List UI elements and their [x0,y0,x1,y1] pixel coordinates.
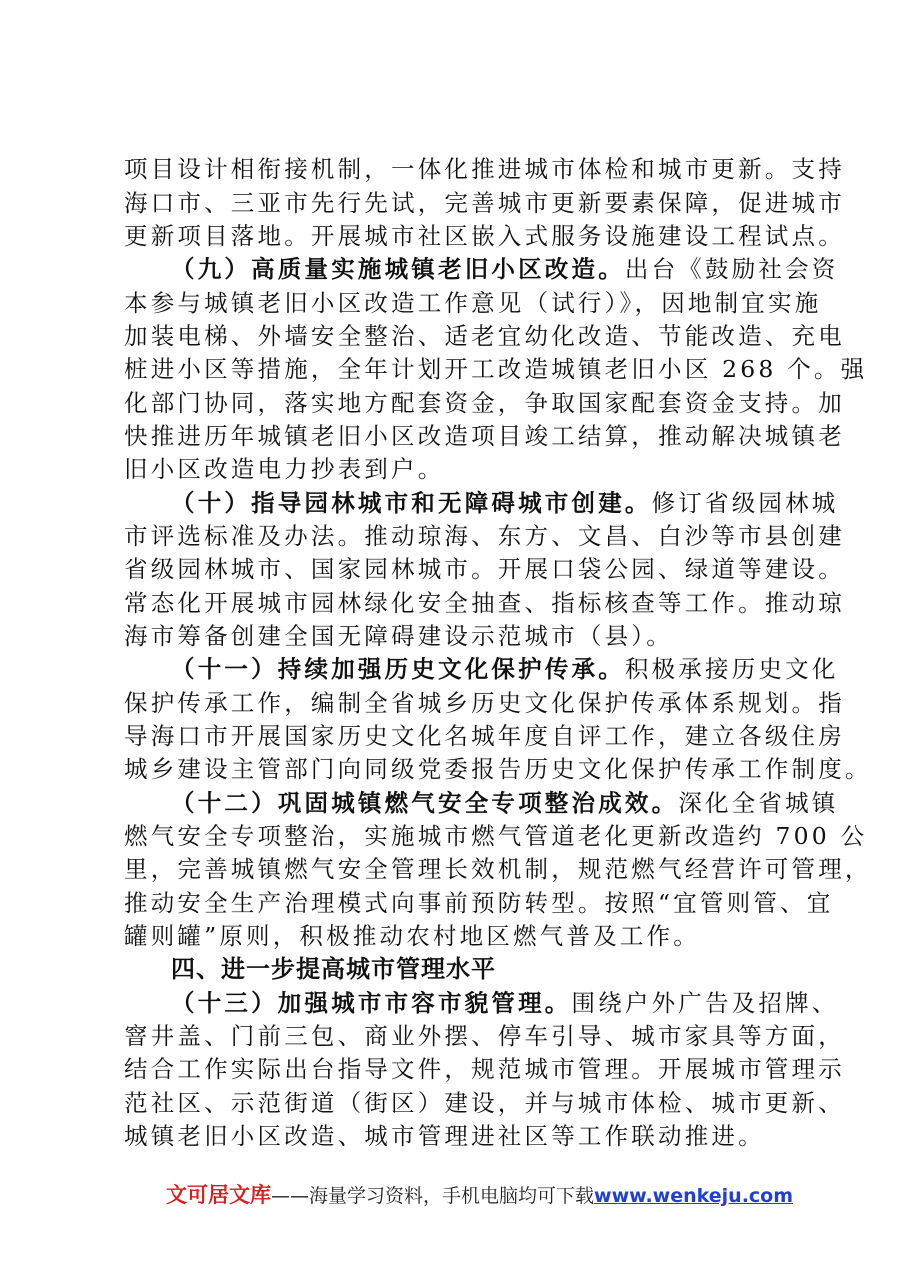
footer-banner [166,1181,793,1210]
text-line: 化部门协同，落实地方配套资金，争取国家配套资金支持。加 [124,389,845,417]
text-line: 窨井盖、门前三包、商业外摆、停车引导、城市家具等方面， [124,1022,845,1050]
footer-brand: 文可居文库 [166,1183,271,1207]
text-line: 海口市、三亚市先行先试，完善城市更新要素保障，促进城市 [124,189,845,217]
text-line: 范社区、示范街道（街区）建设，并与城市体检、城市更新、 [124,1089,845,1117]
paragraph-text: 围绕户外广告及招牌、 [571,989,839,1017]
paragraph-text: 深化全省城镇 [678,789,839,817]
footer-text: ——海量学习资料，手机电脑均可下载 [271,1185,595,1207]
paragraph-heading: （十三）加强城市市容市貌管理。 [171,989,572,1017]
text-line: 本参与城镇老旧小区改造工作意见（试行）》，因地制宜实施 [124,289,822,317]
text-line: 导海口市开展国家历史文化名城年度自评工作，建立各级住房 [124,722,845,750]
text-line: 旧小区改造电力抄表到户。 [124,455,445,483]
text-line: 省级园林城市、国家园林城市。开展口袋公园、绿道等建设。 [124,555,845,583]
section-heading: 四、进一步提高城市管理水平 [171,955,496,983]
paragraph-heading: （十一）持续加强历史文化保护传承。 [171,655,625,683]
text-line: 城镇老旧小区改造、城市管理进社区等工作联动推进。 [124,1122,765,1150]
text-line: 加装电梯、外墙安全整治、适老宜幼化改造、节能改造、充电 [124,322,845,350]
text-line: 更新项目落地。开展城市社区嵌入式服务设施建设工程试点。 [124,222,845,250]
paragraph-heading: （九）高质量实施城镇老旧小区改造。 [171,255,625,283]
text-line: 推动安全生产治理模式向事前预防转型。按照“宜管则管、宜 [124,889,834,917]
paragraph-heading: （十二）巩固城镇燃气安全专项整治成效。 [171,789,679,817]
paragraph-text: 修订省级园林城 [651,489,839,517]
text-line: 海市筹备创建全国无障碍建设示范城市（县）。 [124,622,673,650]
text-line: 结合工作实际出台指导文件，规范城市管理。开展城市管理示 [124,1055,845,1083]
text-line: 保护传承工作，编制全省城乡历史文化保护传承体系规划。指 [124,689,845,717]
paragraph-first-line [171,487,839,519]
paragraph-first-line [171,787,839,819]
text-line: 城乡建设主管部门向同级党委报告历史文化保护传承工作制度。 [124,755,872,783]
text-line: 里，完善城镇燃气安全管理长效机制，规范燃气经营许可管理， [124,855,872,883]
text-line: 常态化开展城市园林绿化安全抽查、指标核查等工作。推动琼 [124,589,845,617]
footer-link[interactable]: www.wenkeju.com [594,1185,794,1207]
paragraph-first-line [171,987,839,1019]
text-line: 燃气安全专项整治，实施城市燃气管道老化更新改造约 700 公 [124,822,868,850]
text-line: 罐则罐”原则，积极推动农村地区燃气普及工作。 [124,922,700,950]
paragraph-text: 出台《鼓励社会资 [624,255,839,283]
paragraph-first-line [171,253,839,285]
paragraph-heading: （十）指导园林城市和无障碍城市创建。 [171,489,652,517]
paragraph-first-line [171,653,839,685]
text-line: 市评选标准及办法。推动琼海、东方、文昌、白沙等市县创建 [124,522,845,550]
text-line: 快推进历年城镇老旧小区改造项目竣工结算，推动解决城镇老 [124,422,845,450]
paragraph-text: 积极承接历史文化 [624,655,839,683]
text-line: 桩进小区等措施，全年计划开工改造城镇老旧小区 268 个。强 [124,355,868,383]
text-line: 项目设计相衔接机制，一体化推进城市体检和城市更新。支持 [124,155,845,183]
